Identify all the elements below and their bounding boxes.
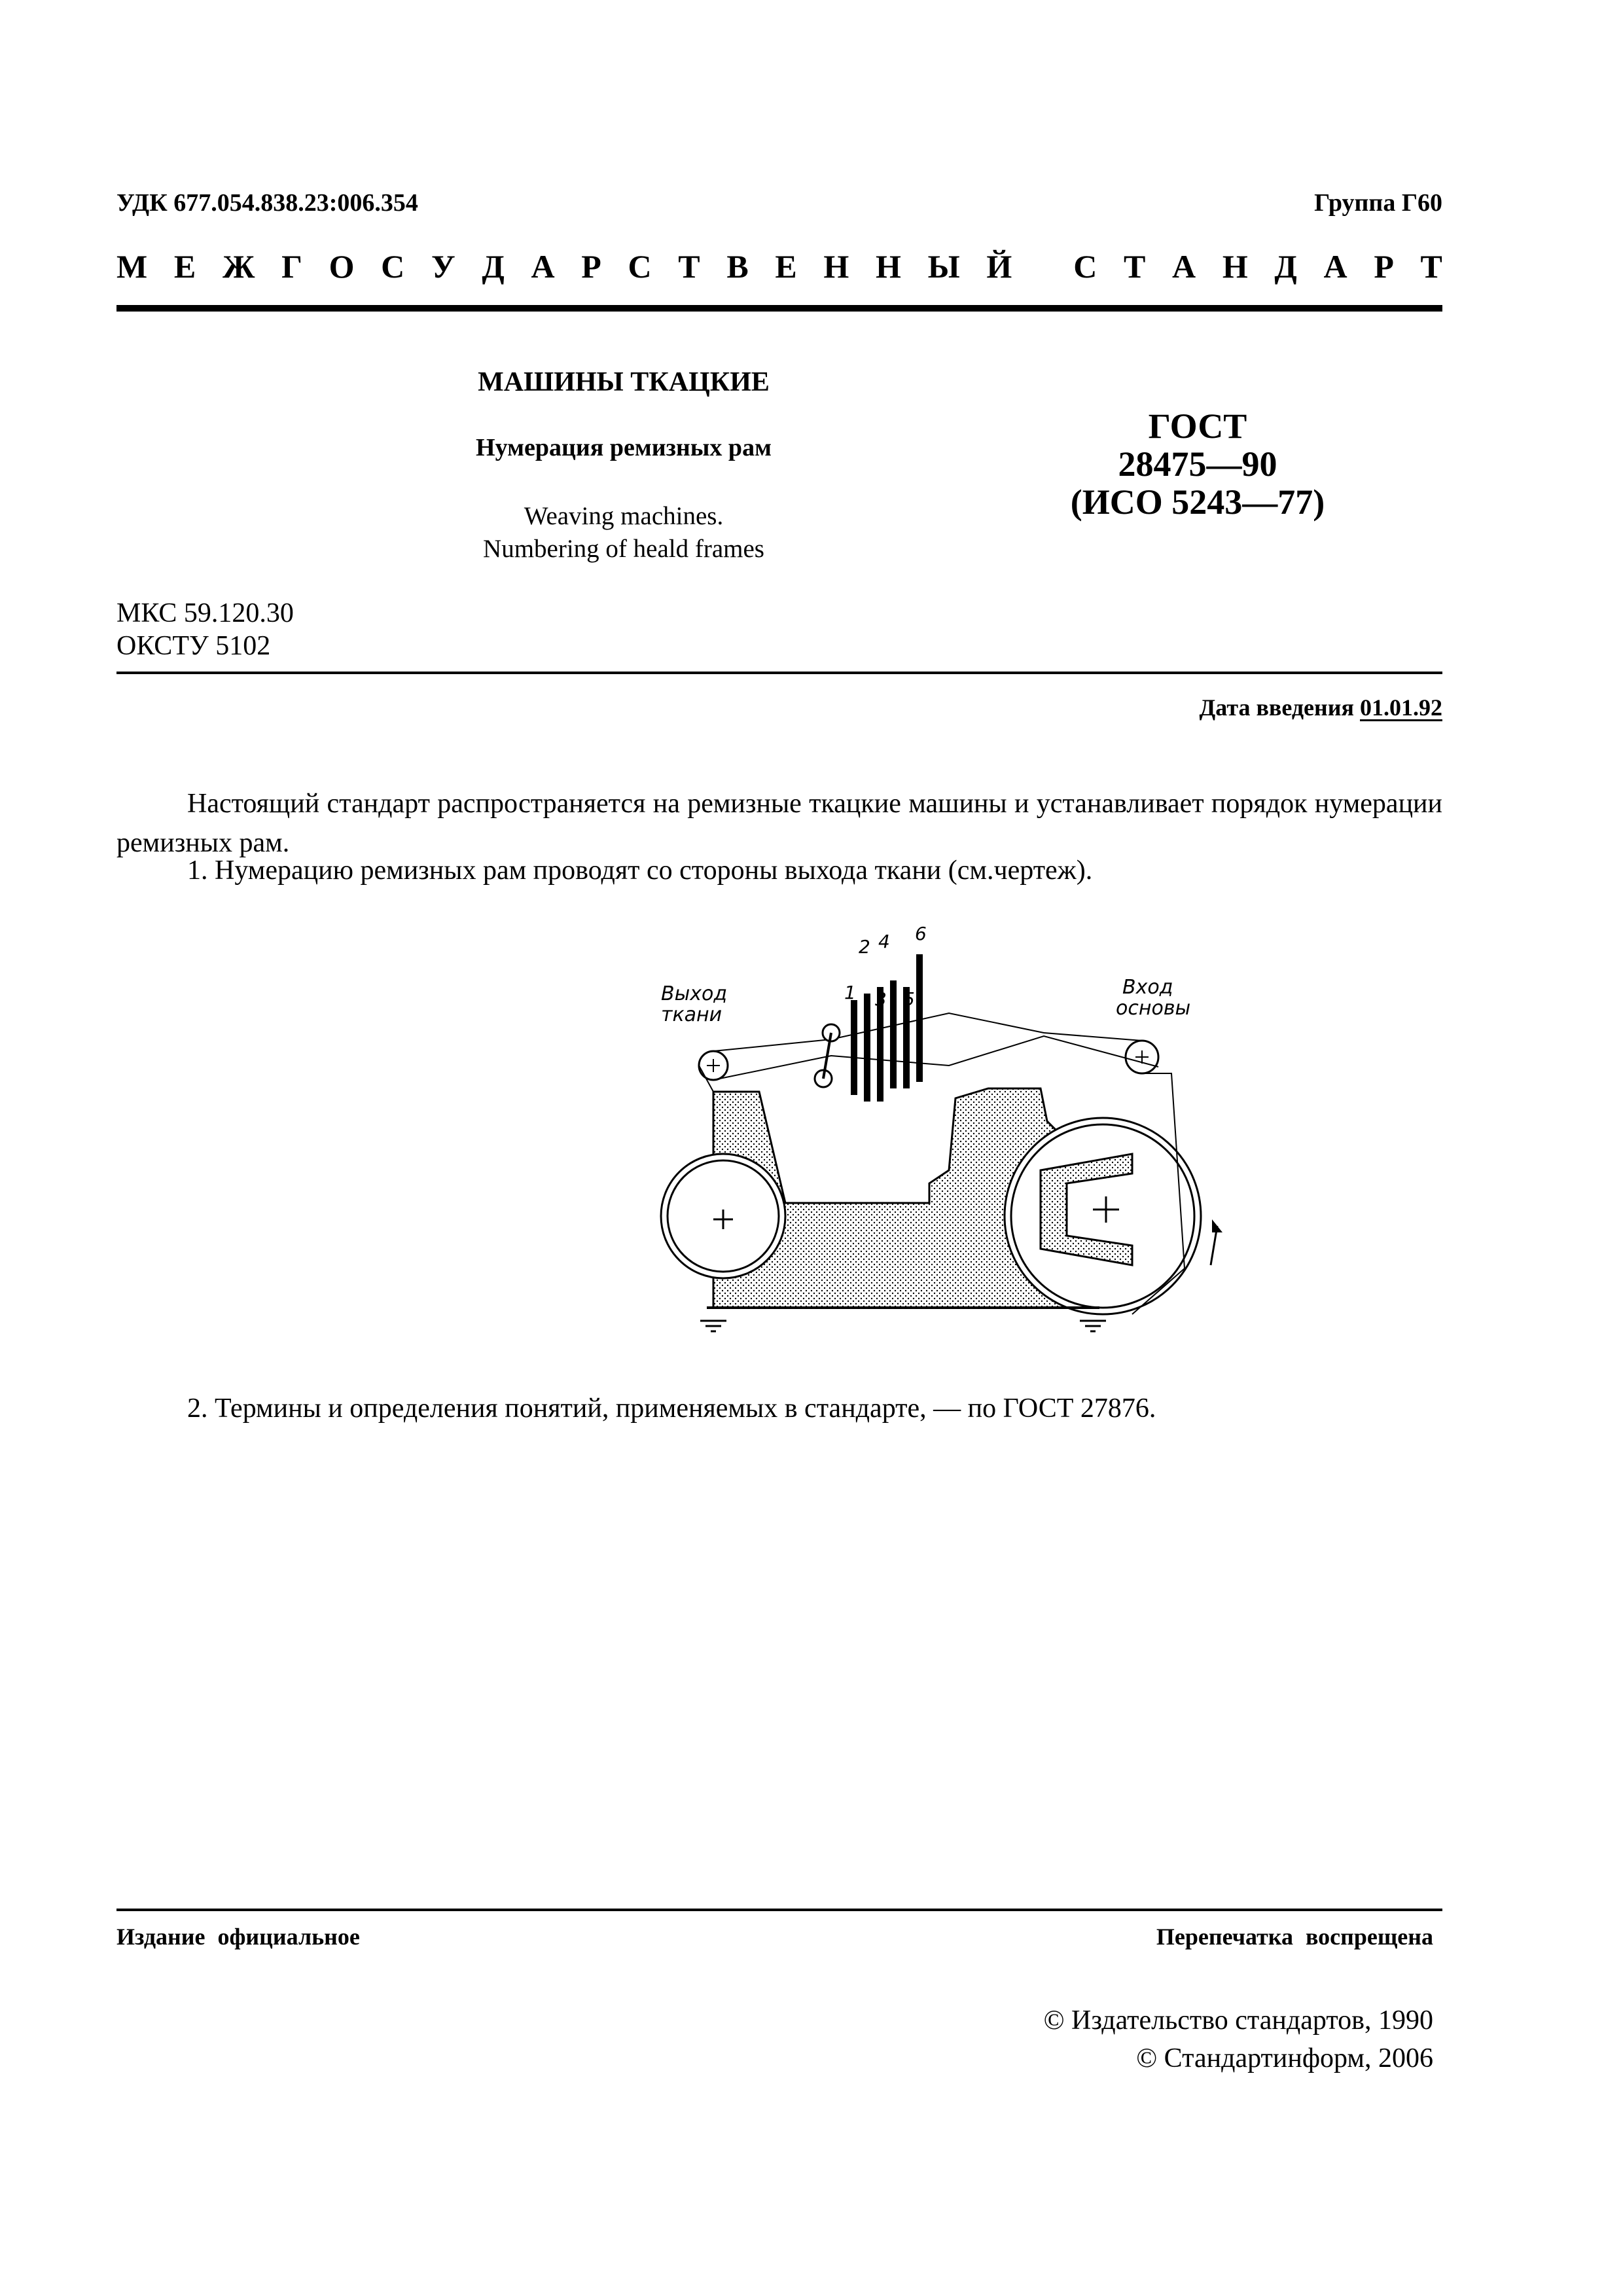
document-title: МАШИНЫ ТКАЦКИЕ (478, 367, 770, 397)
banner-letter: Й (986, 248, 1012, 285)
banner-letter: А (1323, 248, 1347, 285)
banner-letter: Ы (927, 248, 960, 285)
frame-number-4: 4 (878, 931, 890, 952)
heald-frames (851, 954, 923, 1102)
english-title-line2: Numbering of heald frames (483, 535, 764, 563)
heald-frame-2 (864, 994, 870, 1102)
frame-number-5: 5 (903, 988, 915, 1010)
banner-letter: Д (1274, 248, 1297, 285)
banner-letter: Т (1420, 248, 1442, 285)
frame-number-1: 1 (844, 982, 856, 1003)
banner-letter: Т (1123, 248, 1146, 285)
introduction-date (1200, 694, 1443, 721)
frame-number-2: 2 (859, 936, 870, 958)
banner-letter: У (431, 248, 455, 285)
banner-letter: С (628, 248, 652, 285)
banner-letter: А (531, 248, 555, 285)
frame-number-6: 6 (915, 923, 927, 944)
banner-letter: М (116, 248, 148, 285)
gost-line1: ГОСТ (1148, 406, 1247, 446)
banner-letter: С (381, 248, 405, 285)
mks-code: МКС 59.120.30 (116, 598, 294, 628)
intro-paragraph: Настоящий стандарт распространяется на ремизные ткацкие машины и устанавливает порядок нумерации ремизных рам. (116, 789, 1442, 858)
copyright-2006: © Стандартинформ, 2006 (1136, 2043, 1433, 2073)
footer-rule (116, 1909, 1442, 1911)
header-rule (116, 305, 1442, 312)
heald-frame-1 (851, 1000, 857, 1095)
banner-letter: Н (823, 248, 849, 285)
copyright-block (1044, 2001, 1433, 2077)
document-subtitle: Нумерация ремизных рам (476, 434, 772, 461)
heald-frame-6 (916, 954, 923, 1082)
label-cloth-out-line1: Выход (661, 982, 728, 1005)
banner-letter: Т (678, 248, 700, 285)
introduction-date-value: 01.01.92 (1360, 694, 1442, 721)
reprint-note: Перепечатка воспрещена (1156, 1924, 1433, 1950)
frame-number-3: 3 (875, 988, 887, 1010)
banner-letter: О (329, 248, 355, 285)
warp-beam (1005, 1118, 1201, 1314)
heald-frame-4 (890, 980, 897, 1088)
edition-note: Издание официальное (116, 1924, 360, 1950)
standard-banner (116, 247, 1442, 285)
banner-letter: Е (775, 248, 797, 285)
gost-designation (1047, 407, 1348, 521)
group-code: Группа Г60 (1314, 189, 1442, 217)
banner-gap (1039, 247, 1047, 285)
gost-line2: 28475—90 (1118, 444, 1277, 484)
banner-letter: Н (1222, 248, 1248, 285)
banner-letter: Г (281, 248, 302, 285)
banner-letter: Ж (222, 248, 255, 285)
heald-frame-drawing (648, 902, 1224, 1334)
classification-codes (116, 597, 294, 662)
copyright-1990: © Издательство стандартов, 1990 (1043, 2005, 1433, 2036)
banner-letter: Н (876, 248, 901, 285)
banner-letter: С (1073, 248, 1097, 285)
banner-letter: Р (581, 248, 601, 285)
introduction-date-label: Дата введения (1199, 694, 1354, 721)
label-warp-in-line2: основы (1116, 997, 1191, 1020)
banner-letter: Е (173, 248, 196, 285)
okstu-code: ОКСТУ 5102 (116, 631, 271, 661)
banner-letter: В (726, 248, 749, 285)
banner-letter: А (1172, 248, 1196, 285)
gost-line3: (ИСО 5243—77) (1070, 482, 1325, 522)
english-title-line1: Weaving machines. (524, 502, 724, 530)
banner-letter: Д (482, 248, 505, 285)
banner-letter: Р (1374, 248, 1394, 285)
udk-code: УДК 677.054.838.23:006.354 (116, 189, 418, 217)
label-warp-in-line1: Вход (1122, 976, 1173, 999)
clause-2: 2. Термины и определения понятий, применяемых в стандарте, — по ГОСТ 27876. (187, 1393, 1156, 1424)
english-title (313, 500, 935, 565)
section-rule (116, 672, 1442, 674)
clause-1: 1. Нумерацию ремизных рам проводят со стороны выхода ткани (см.чертеж). (187, 855, 1093, 886)
label-cloth-out-line2: ткани (661, 1003, 722, 1026)
